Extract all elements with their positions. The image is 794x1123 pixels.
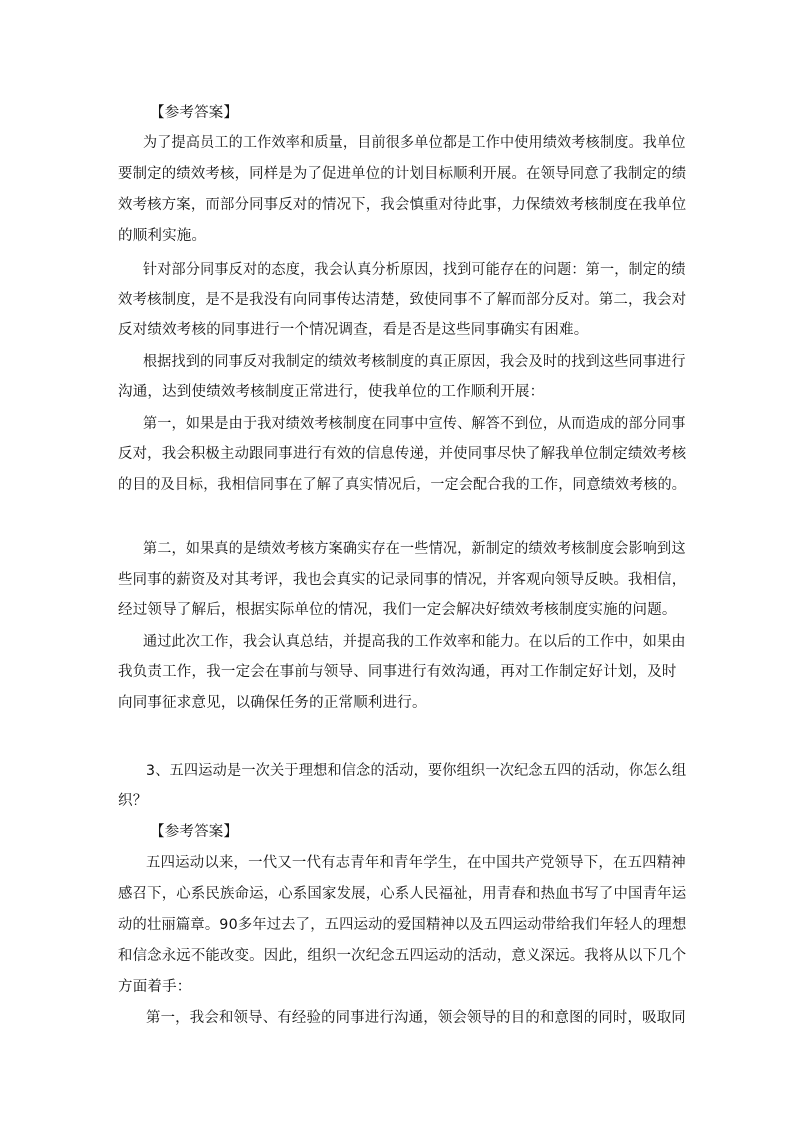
text-line: 感召下，心系民族命运，心系国家发展，心系人民福祉，用青春和热血书写了中国青年运 — [118, 886, 687, 902]
text-line: 经过领导了解后，根据实际单位的情况，我们一定会解决好绩效考核制度实施的问题。 — [118, 602, 677, 618]
text-line: 第一，如果是由于我对绩效考核制度在同事中宣传、解答不到位，从而造成的部分同事 — [143, 416, 686, 432]
text-line: 效考核制度，是不是我没有向同事传达清楚，致使同事不了解而部分反对。第二，我会对 — [118, 292, 687, 308]
text-line: 反对绩效考核的同事进行一个情况调查，看是否是这些同事确实有困难。 — [118, 322, 589, 338]
question-line: 织？ — [118, 793, 148, 809]
text-line: 方面着手： — [118, 979, 192, 995]
text-line: 我负责工作，我一定会在事前与领导、同事进行有效沟通，再对工作制定好计划，及时 — [118, 664, 677, 680]
answer-label: 【参考答案】 — [150, 824, 239, 840]
text-line: 效考核方案，而部分同事反对的情况下，我会慎重对待此事，力保绩效考核制度在我单位 — [118, 197, 687, 213]
text-line: 动的壮丽篇章。90多年过去了，五四运动的爱国精神以及五四运动带给我们年轻人的理想 — [118, 917, 687, 933]
text-line: 向同事征求意见，以确保任务的正常顺利进行。 — [118, 695, 427, 711]
text-line: 的顺利实施。 — [118, 228, 207, 244]
text-line: 和信念永远不能改变。因此，组织一次纪念五四运动的活动，意义深远。我将从以下几个 — [118, 948, 687, 964]
text-line: 为了提高员工的工作效率和质量，目前很多单位都是工作中使用绩效考核制度。我单位 — [143, 135, 686, 151]
text-line: 些同事的薪资及对其考评，我也会真实的记录同事的情况，并客观向领导反映。我相信， — [118, 572, 687, 588]
text-line: 五四运动以来，一代又一代有志青年和青年学生，在中国共产党领导下，在五四精神 — [146, 855, 686, 871]
answer-label: 【参考答案】 — [150, 105, 239, 121]
text-line: 通过此次工作，我会认真总结，并提高我的工作效率和能力。在以后的工作中，如果由 — [143, 634, 686, 650]
text-line: 的目的及目标，我相信同事在了解了真实情况后，一定会配合我的工作，同意绩效考核的。 — [118, 477, 687, 493]
text-line: 根据找到的同事反对我制定的绩效考核制度的真正原因，我会及时的找到这些同事进行 — [143, 354, 686, 370]
text-line: 第二，如果真的是绩效考核方案确实存在一些情况，新制定的绩效考核制度会影响到这 — [143, 541, 686, 557]
text-line: 沟通，达到使绩效考核制度正常进行，使我单位的工作顺利开展： — [118, 384, 545, 400]
text-line: 反对，我会积极主动跟同事进行有效的信息传递，并使同事尽快了解我单位制定绩效考核 — [118, 446, 687, 462]
text-line: 要制定的绩效考核，同样是为了促进单位的计划目标顺利开展。在领导同意了我制定的绩 — [118, 166, 687, 182]
text-line: 针对部分同事反对的态度，我会认真分析原因，找到可能存在的问题：第一，制定的绩 — [143, 262, 686, 278]
question-line: 3、五四运动是一次关于理想和信念的活动，要你组织一次纪念五四的活动，你怎么组 — [146, 763, 687, 779]
text-line: 第一，我会和领导、有经验的同事进行沟通，领会领导的目的和意图的同时，吸取同 — [146, 1010, 686, 1026]
